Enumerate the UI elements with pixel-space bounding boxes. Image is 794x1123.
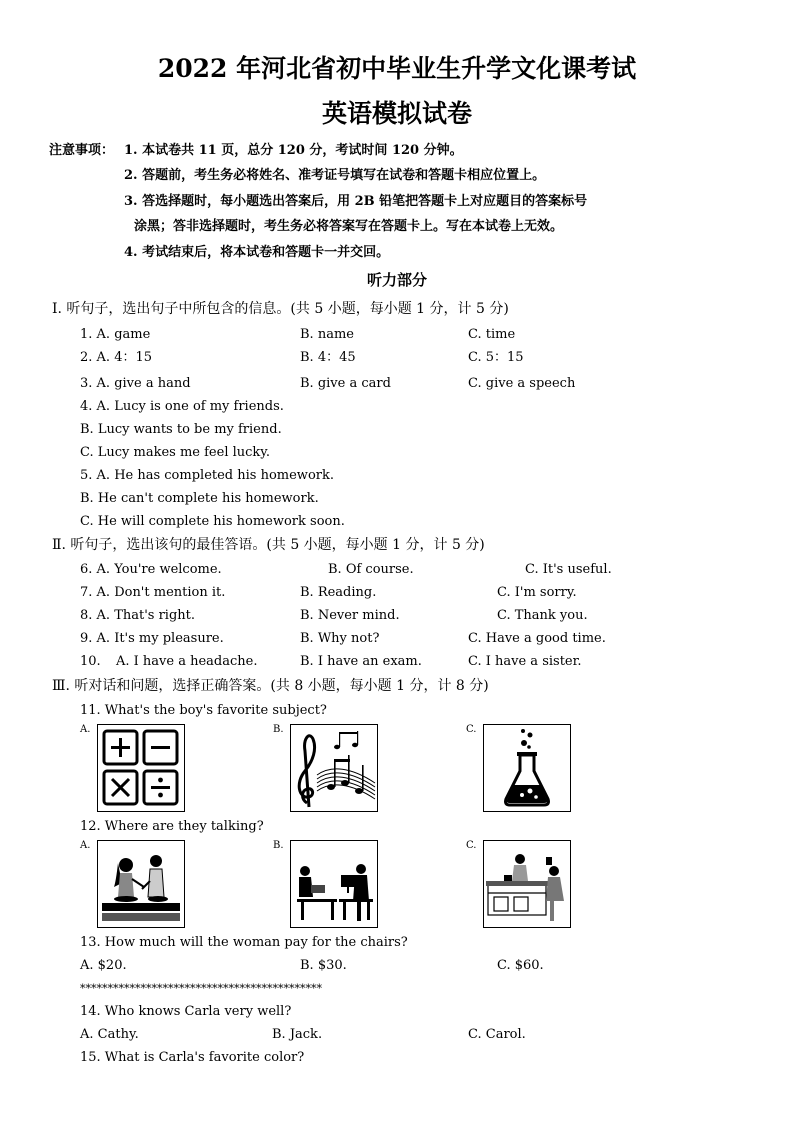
q7-a: 7. A. Don't mention it. (80, 585, 226, 600)
q12-image-c (483, 840, 571, 928)
q11-image-b (290, 724, 378, 812)
q11-image-a (97, 724, 185, 812)
q11-image-c (483, 724, 571, 812)
exam-title: 2022 年河北省初中毕业生升学文化课考试 (157, 54, 637, 83)
q4-a: 4. A. Lucy is one of my friends. (80, 399, 284, 414)
q2-a: 2. A. 4：15 (80, 350, 153, 365)
q11-label-c: C. (466, 724, 477, 735)
note-3a: 3. 答选择题时，每小题选出答案后，用 2B 铅笔把答题卡上对应题目的答案标号 (124, 194, 588, 209)
q13-b: B. $30. (300, 958, 347, 973)
part1-header: Ⅰ. 听句子，选出句子中所包含的信息。(共 5 小题，每小题 1 分，计 5 分) (52, 301, 509, 317)
q1-a: 1. A. game (80, 327, 151, 342)
q14-text: 14. Who knows Carla very well? (80, 1004, 292, 1019)
q7-c: C. I'm sorry. (497, 585, 577, 600)
q14-c: C. Carol. (468, 1027, 526, 1042)
q11-label-b: B. (273, 724, 284, 735)
q12-label-b: B. (273, 840, 284, 851)
q6-c: C. It's useful. (525, 562, 612, 577)
q5-b: B. He can't complete his homework. (80, 491, 319, 506)
q8-c: C. Thank you. (497, 608, 588, 623)
q10-c: C. I have a sister. (468, 654, 582, 669)
notes-heading: 注意事项： (49, 143, 115, 158)
q10-number: 10. (80, 654, 101, 669)
q8-a: 8. A. That's right. (80, 608, 196, 623)
q3-c: C. give a speech (468, 376, 576, 391)
q12-image-a (97, 840, 185, 928)
note-2: 2. 答题前，考生务必将姓名、准考证号填写在试卷和答题卡相应位置上。 (124, 168, 546, 183)
q10-a: A. I have a headache. (116, 654, 258, 669)
office-desk-icon (291, 841, 377, 927)
part3-header: Ⅲ. 听对话和问题，选择正确答案。(共 8 小题，每小题 1 分，计 8 分) (52, 678, 489, 694)
q1-c: C. time (468, 327, 516, 342)
note-4: 4. 考试结束后，将本试卷和答题卡一并交回。 (124, 245, 390, 260)
q5-c: C. He will complete his homework soon. (80, 514, 345, 529)
q6-a: 6. A. You're welcome. (80, 562, 222, 577)
q1-b: B. name (300, 327, 354, 342)
q2-b: B. 4：45 (300, 350, 356, 365)
q4-c: C. Lucy makes me feel lucky. (80, 445, 271, 460)
q14-b: B. Jack. (272, 1027, 323, 1042)
q3-a: 3. A. give a hand (80, 376, 191, 391)
q13-text: 13. How much will the woman pay for the chairs? (80, 935, 408, 950)
music-notes-icon (291, 725, 377, 811)
math-operators-icon (98, 725, 184, 811)
q8-b: B. Never mind. (300, 608, 400, 623)
part2-header: Ⅱ. 听句子，选出该句的最佳答语。(共 5 小题，每小题 1 分，计 5 分) (52, 537, 485, 553)
cooking-people-icon (98, 841, 184, 927)
q12-label-a: A. (80, 840, 91, 851)
q12-image-b (290, 840, 378, 928)
q10-b: B. I have an exam. (300, 654, 422, 669)
q9-a: 9. A. It's my pleasure. (80, 631, 224, 646)
q9-c: C. Have a good time. (468, 631, 606, 646)
q15-text: 15. What is Carla's favorite color? (80, 1050, 305, 1065)
note-1: 1. 本试卷共 11 页，总分 120 分，考试时间 120 分钟。 (124, 143, 463, 158)
q12-label-c: C. (466, 840, 477, 851)
note-3b: 涂黑；答非选择题时，考生务必将答案写在答题卡上。写在本试卷上无效。 (134, 219, 564, 234)
q14-a: A. Cathy. (80, 1027, 139, 1042)
q11-label-a: A. (80, 724, 91, 735)
q9-b: B. Why not? (300, 631, 380, 646)
q7-b: B. Reading. (300, 585, 377, 600)
q12-text: 12. Where are they talking? (80, 819, 264, 834)
q13-a: A. $20. (80, 958, 127, 973)
q6-b: B. Of course. (328, 562, 414, 577)
shop-counter-icon (484, 841, 570, 927)
section-title: 听力部分 (366, 271, 427, 289)
q2-c: C. 5：15 (468, 350, 524, 365)
q3-b: B. give a card (300, 376, 391, 391)
q4-b: B. Lucy wants to be my friend. (80, 422, 282, 437)
separator-stars: ******************************************** (80, 982, 322, 995)
q11-text: 11. What's the boy's favorite subject? (80, 703, 327, 718)
exam-subtitle: 英语模拟试卷 (321, 99, 472, 128)
q5-a: 5. A. He has completed his homework. (80, 468, 334, 483)
q13-c: C. $60. (497, 958, 544, 973)
flask-icon (484, 725, 570, 811)
